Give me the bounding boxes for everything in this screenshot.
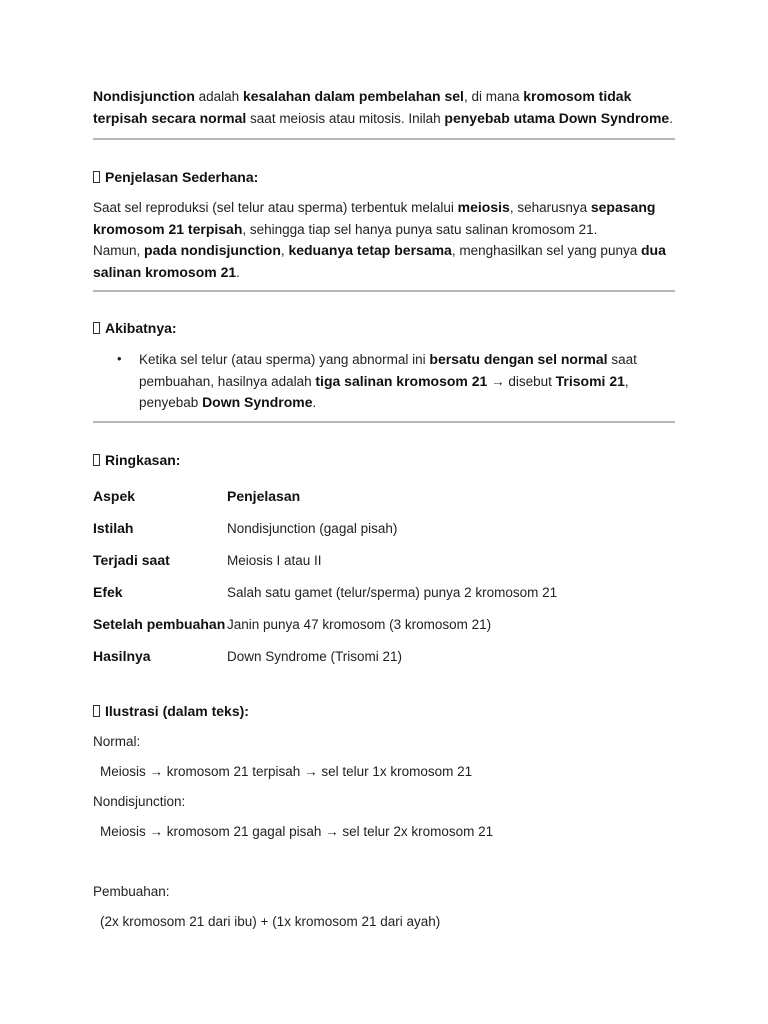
- effect-bold: tiga salinan kromosom 21: [315, 372, 488, 389]
- normal-label: Normal:: [93, 734, 141, 749]
- effect-bold: Trisomi 21: [555, 372, 625, 389]
- simple-bold: keduanya tetap bersama: [288, 242, 452, 258]
- intro-text: adalah: [194, 89, 243, 104]
- effect-text: , penyebab: [139, 373, 629, 410]
- table-value: Meiosis I atau II: [227, 552, 322, 568]
- effect-bold: bersatu dengan sel normal: [429, 351, 608, 367]
- table-value: Salah satu gamet (telur/sperma) punya 2 kromosom 21: [227, 584, 558, 600]
- intro-text: .: [669, 110, 673, 126]
- simple-paragraph: [93, 197, 675, 283]
- table-row: [93, 512, 557, 544]
- simple-text: .: [236, 264, 240, 280]
- divider: [93, 421, 675, 423]
- effect-text: .: [312, 395, 317, 410]
- simple-text: ,: [280, 243, 289, 258]
- simple-text: Namun,: [93, 243, 145, 258]
- table-key: Hasilnya: [93, 648, 151, 664]
- section-heading-simple: [93, 169, 258, 185]
- table-row: [93, 608, 557, 640]
- table-row: [93, 544, 557, 576]
- table-key: Terjadi saat: [93, 552, 170, 568]
- simple-text: , menghasilkan sel yang punya: [451, 243, 641, 258]
- normal-line: Meiosis → kromosom 21 terpisah → sel telur 1x kromosom 21: [100, 764, 473, 779]
- summary-table: [93, 480, 557, 672]
- table-key: Efek: [93, 584, 123, 600]
- column-header: Penjelasan: [227, 488, 301, 504]
- table-key: Istilah: [93, 520, 134, 536]
- list-item: [93, 349, 675, 414]
- column-header: Aspek: [93, 488, 136, 504]
- effect-text: → disebut: [487, 373, 556, 389]
- section-heading-summary: [93, 452, 180, 468]
- heading-text: Akibatnya:: [105, 320, 177, 336]
- section-heading-illustration: [93, 703, 249, 719]
- emoji-icon: [93, 705, 100, 717]
- table-key: Setelah pembuahan: [93, 616, 226, 632]
- effect-list: [93, 349, 675, 414]
- heading-text: Ringkasan:: [105, 452, 181, 468]
- table-value: Nondisjunction (gagal pisah): [227, 520, 398, 536]
- section-heading-effect: [93, 320, 177, 336]
- table-row: [93, 576, 557, 608]
- effect-text: saat pembuahan, hasilnya adalah: [139, 352, 637, 389]
- nondisjunction-label: Nondisjunction:: [93, 794, 186, 809]
- emoji-icon: [93, 454, 100, 466]
- heading-text: Penjelasan Sederhana:: [105, 169, 259, 185]
- effect-bold: Down Syndrome: [202, 394, 313, 410]
- table-value: Janin punya 47 kromosom (3 kromosom 21): [227, 616, 492, 632]
- simple-text: , seharusnya: [509, 200, 591, 215]
- fertilization-label: Pembuahan:: [93, 884, 170, 899]
- simple-bold: meiosis: [457, 199, 510, 215]
- simple-bold: dua salinan kromosom 21: [93, 242, 666, 280]
- table-row: [93, 640, 557, 672]
- intro-term: Nondisjunction: [93, 88, 195, 104]
- intro-paragraph: [93, 86, 675, 129]
- emoji-icon: [93, 171, 100, 183]
- simple-bold: sepasang kromosom 21 terpisah: [93, 199, 656, 237]
- simple-bold: pada nondisjunction: [144, 242, 281, 258]
- divider: [93, 290, 675, 292]
- intro-text: saat meiosis atau mitosis. Inilah: [246, 110, 445, 126]
- divider: [93, 138, 675, 140]
- table-header-row: [93, 480, 557, 512]
- intro-bold: penyebab utama Down Syndrome: [444, 109, 670, 126]
- heading-text: Ilustrasi (dalam teks):: [105, 703, 249, 719]
- emoji-icon: [93, 322, 100, 334]
- simple-text: Saat sel reproduksi (sel telur atau sperma) terbentuk melalui: [93, 200, 458, 215]
- intro-text: , di mana: [463, 89, 524, 104]
- intro-bold: kromosom tidak terpisah secara normal: [93, 88, 632, 126]
- simple-text: , sehingga tiap sel hanya punya satu salinan kromosom 21.: [242, 221, 598, 237]
- bullet-icon: •: [117, 351, 122, 366]
- fertilization-line: (2x kromosom 21 dari ibu) + (1x kromosom 21 dari ayah): [100, 914, 441, 929]
- effect-text: Ketika sel telur (atau sperma) yang abnormal ini: [139, 352, 430, 367]
- nondisjunction-line: Meiosis → kromosom 21 gagal pisah → sel telur 2x kromosom 21: [100, 824, 494, 839]
- intro-bold: kesalahan dalam pembelahan sel: [242, 88, 464, 104]
- table-value: Down Syndrome (Trisomi 21): [227, 648, 403, 664]
